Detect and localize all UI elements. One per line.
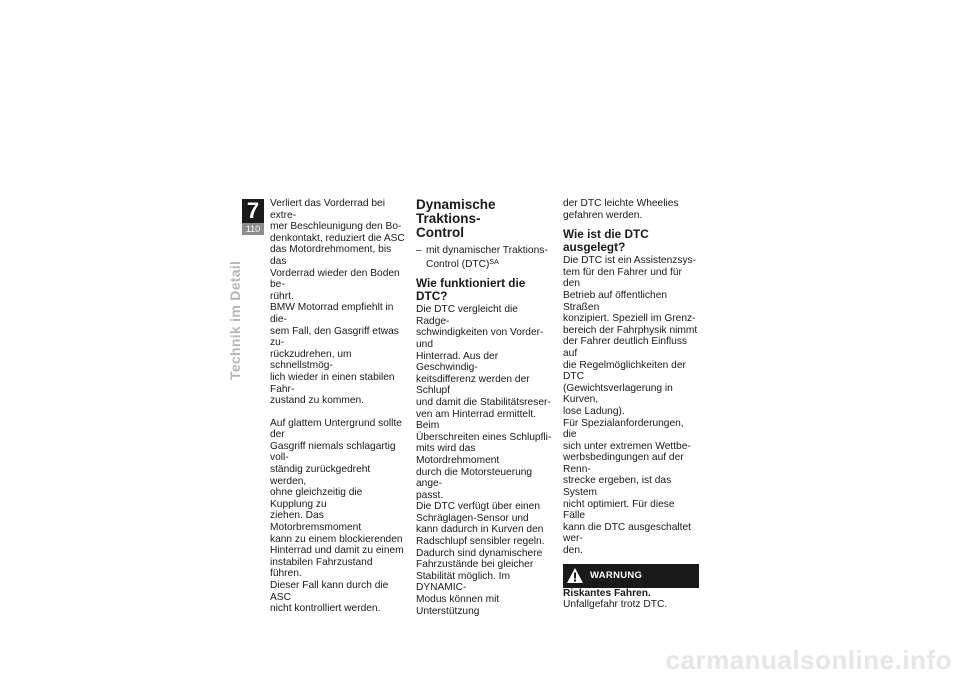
text-line: Die DTC vergleicht die Radge- <box>416 304 518 327</box>
paragraph <box>416 501 552 617</box>
text-line: mits wird das Motordrehmoment <box>416 443 500 466</box>
text-line: die Regelmöglichkeiten der DTC <box>563 359 686 383</box>
warning-box <box>563 564 699 588</box>
text-line: mer Beschleunigung den Bo- <box>270 221 402 233</box>
text-line: rückzudrehen, um schnellstmög- <box>270 348 352 372</box>
text-line: Überschreiten eines Schlupfli- <box>416 431 552 443</box>
text-line: kann zu einem blockierenden <box>270 533 403 545</box>
bullet-dash: – <box>416 245 422 256</box>
column-2 <box>416 198 552 617</box>
text-line: Control (DTC) <box>426 258 490 270</box>
text-line: ausgelegt? <box>563 239 626 254</box>
option-superscript: SA <box>489 258 499 266</box>
text-line: das Motordrehmoment, bis das <box>270 244 392 267</box>
watermark: carmanualsonline.info <box>665 645 952 675</box>
text-line: (Gewichtsverlagerung in Kurven, <box>563 382 673 406</box>
text-line: werbsbedingungen auf der Renn- <box>563 452 684 475</box>
text-line: Hinterrad und damit zu einem <box>270 545 404 557</box>
paragraph <box>416 304 552 501</box>
text-line: bereich der Fahrphysik nimmt <box>563 324 698 336</box>
text-line: ziehen. Das Motorbremsmoment <box>270 510 362 534</box>
text-line: mit dynamischer Traktions- <box>426 245 548 256</box>
paragraph <box>563 255 699 417</box>
bullet-text <box>426 245 548 270</box>
text-line: Fahrzustände bei gleicher <box>416 559 534 571</box>
text-line: Dynamische Traktions- <box>416 197 496 226</box>
page-number: 110 <box>245 224 261 234</box>
text-line: gefahren werden. <box>563 209 643 221</box>
text-line: rührt. <box>270 290 294 302</box>
subheading: Wie funktioniert die DTC? <box>416 276 526 303</box>
text-line: durch die Motorsteuerung ange- <box>416 466 533 490</box>
text-line: BMW Motorrad empfiehlt in die- <box>270 302 394 325</box>
text-line: kann die DTC ausgeschaltet wer- <box>563 521 691 545</box>
section-heading <box>416 198 552 240</box>
text-line: konzipiert. Speziell im Grenz- <box>563 313 696 325</box>
text-line: Control <box>416 225 464 240</box>
text-line: lose Ladung). <box>563 405 625 417</box>
text-line: Die DTC ist ein Assistenzsys- <box>563 255 697 267</box>
text-line: der DTC leichte Wheelies <box>563 198 679 209</box>
text-line: Verliert das Vorderrad bei extre- <box>270 198 385 221</box>
warning-text: Unfallgefahr trotz DTC. <box>563 599 668 611</box>
text-line: Wie ist die DTC <box>563 227 649 242</box>
text-line: kann dadurch in Kurven den <box>416 524 544 536</box>
text-line: Betrieb auf öffentlichen Straßen <box>563 289 668 313</box>
column-3 <box>563 198 699 611</box>
text-line: nicht kontrolliert werden. <box>270 603 381 615</box>
text-line: Dieser Fall kann durch die ASC <box>270 580 389 603</box>
text-line: tem für den Fahrer und für den <box>563 266 682 290</box>
text-line: sich unter extremen Wettbe- <box>563 440 691 452</box>
text-line: ohne gleichzeitig die Kupplung zu <box>270 487 363 510</box>
text-line: schwindigkeiten von Vorder- und <box>416 327 544 350</box>
text-line: den. <box>563 545 583 557</box>
text-line: sem Fall, den Gasgriff etwas zu- <box>270 325 399 349</box>
text-line: und damit die Stabilitätsreser- <box>416 396 551 408</box>
text-line: strecke ergeben, ist das System <box>563 475 672 499</box>
text-line: Für Spezialanforderungen, die <box>563 417 684 441</box>
chapter-badge <box>242 199 264 235</box>
warning-title: Riskantes Fahren. <box>563 587 651 599</box>
paragraph <box>270 198 406 302</box>
list-item <box>416 245 552 270</box>
text-line: passt. <box>416 489 444 501</box>
paragraph <box>270 302 406 406</box>
text-line: instabilen Fahrzustand führen. <box>270 556 373 580</box>
text-line: Gasgriff niemals schlagartig voll- <box>270 440 396 464</box>
warning-label: WARNUNG <box>590 569 643 581</box>
text-line: Vorderrad wieder den Boden be- <box>270 267 400 291</box>
text-line: Dadurch sind dynamischere <box>416 547 543 559</box>
paragraph <box>563 418 699 557</box>
text-line: Hinterrad. Aus der Geschwindig- <box>416 350 499 374</box>
column-1 <box>270 198 406 615</box>
text-line: ven am Hinterrad ermittelt. Beim <box>416 408 537 432</box>
warning-triangle-icon <box>566 567 584 584</box>
text-line: denkontakt, reduziert die ASC <box>270 232 405 244</box>
chapter-side-title: Technik im Detail <box>227 260 243 380</box>
chapter-number: 7 <box>242 199 264 223</box>
text-line: Auf glattem Untergrund sollte der <box>270 417 402 441</box>
text-line: lich wieder in einen stabilen Fahr- <box>270 371 395 395</box>
text-line: nicht optimiert. Für diese Fälle <box>563 498 675 522</box>
text-line: der Fahrer deutlich Einfluss auf <box>563 336 688 359</box>
text-line: Die DTC verfügt über einen <box>416 501 541 513</box>
text-line: Schräglagen-Sensor und <box>416 512 529 524</box>
text-line: Radschlupf sensibler regeln. <box>416 536 545 548</box>
subheading <box>563 228 699 253</box>
text-line: zustand zu kommen. <box>270 395 364 407</box>
text-line: Modus können mit Unterstützung <box>416 594 500 617</box>
text-line: ständig zurückgedreht werden, <box>270 464 371 487</box>
text-line: Stabilität möglich. Im DYNAMIC- <box>416 570 510 594</box>
paragraph <box>270 418 406 615</box>
text-line: keitsdifferenz werden der Schlupf <box>416 373 530 397</box>
paragraph <box>563 198 699 221</box>
